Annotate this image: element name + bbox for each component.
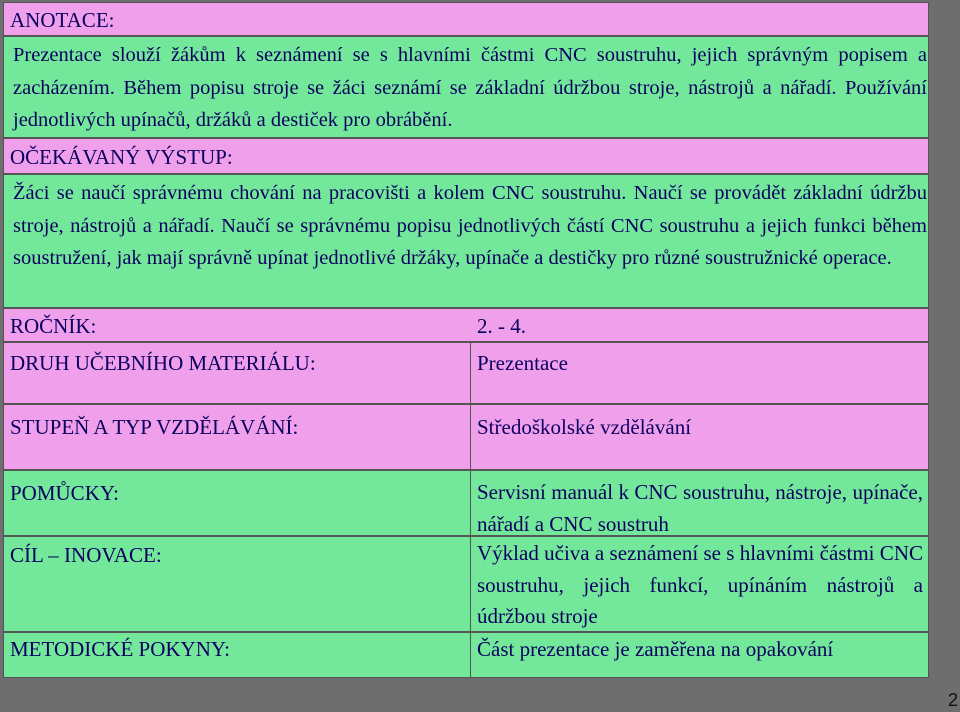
- metodicke-label: METODICKÉ POKYNY:: [10, 637, 230, 661]
- cil-value: Výklad učiva a seznámení se s hlavními částmi CNC soustruhu, jejich funkcí, upínáním nástrojů a údržbou stroje: [477, 541, 923, 628]
- vystup-text-row: [3, 174, 929, 308]
- pomucky-value: Servisní manuál k CNC soustruhu, nástroje, upínače, nářadí a CNC soustruh: [477, 480, 923, 536]
- pomucky-row: [3, 470, 929, 536]
- pomucky-label: POMŮCKY:: [10, 481, 119, 505]
- stupen-row: [3, 404, 929, 470]
- druh-value: Prezentace: [477, 351, 568, 375]
- rocnik-row: [3, 308, 929, 342]
- cil-label: CÍL – INOVACE:: [10, 543, 162, 567]
- druh-row: [3, 342, 929, 404]
- anotace-text-row: [3, 36, 929, 138]
- column-divider: [470, 342, 471, 678]
- vystup-heading: OČEKÁVANÝ VÝSTUP:: [10, 145, 233, 169]
- druh-label: DRUH UČEBNÍHO MATERIÁLU:: [10, 351, 316, 375]
- anotace-heading: ANOTACE:: [10, 8, 115, 32]
- stupen-label: STUPEŇ A TYP VZDĚLÁVÁNÍ:: [10, 415, 299, 439]
- vystup-heading-row: [3, 138, 929, 174]
- rocnik-label: ROČNÍK:: [10, 314, 97, 338]
- metodicke-row: [3, 632, 929, 678]
- stupen-value: Středoškolské vzdělávání: [477, 415, 692, 439]
- cil-row: [3, 536, 929, 632]
- vystup-text: Žáci se naučí správnému chování na pracovišti a kolem CNC soustruhu. Naučí se provádět základní údržbu stroje, nástrojů a nářadí. Naučí se správnému popisu jednotlivých částí CNC soustruhu a jejich funkci během soustružení, jak mají správně upínat jednotlivé držáky, upínače a destičky pro různé soustružnické operace.: [13, 182, 927, 270]
- page-number: 2: [947, 690, 958, 710]
- rocnik-value: 2. - 4.: [477, 314, 526, 338]
- anotace-heading-row: [3, 2, 929, 36]
- metodicke-value: Část prezentace je zaměřena na opakování: [477, 637, 834, 661]
- anotace-text: Prezentace slouží žákům k seznámení se s hlavními částmi CNC soustruhu, jejich správným popisem a zacházením. Během popisu stroje se žáci seznámí se základní údržbou stroje, nástrojů a nářadí. Používání jednotlivých upínačů, držáků a destiček pro obrábění.: [13, 44, 927, 132]
